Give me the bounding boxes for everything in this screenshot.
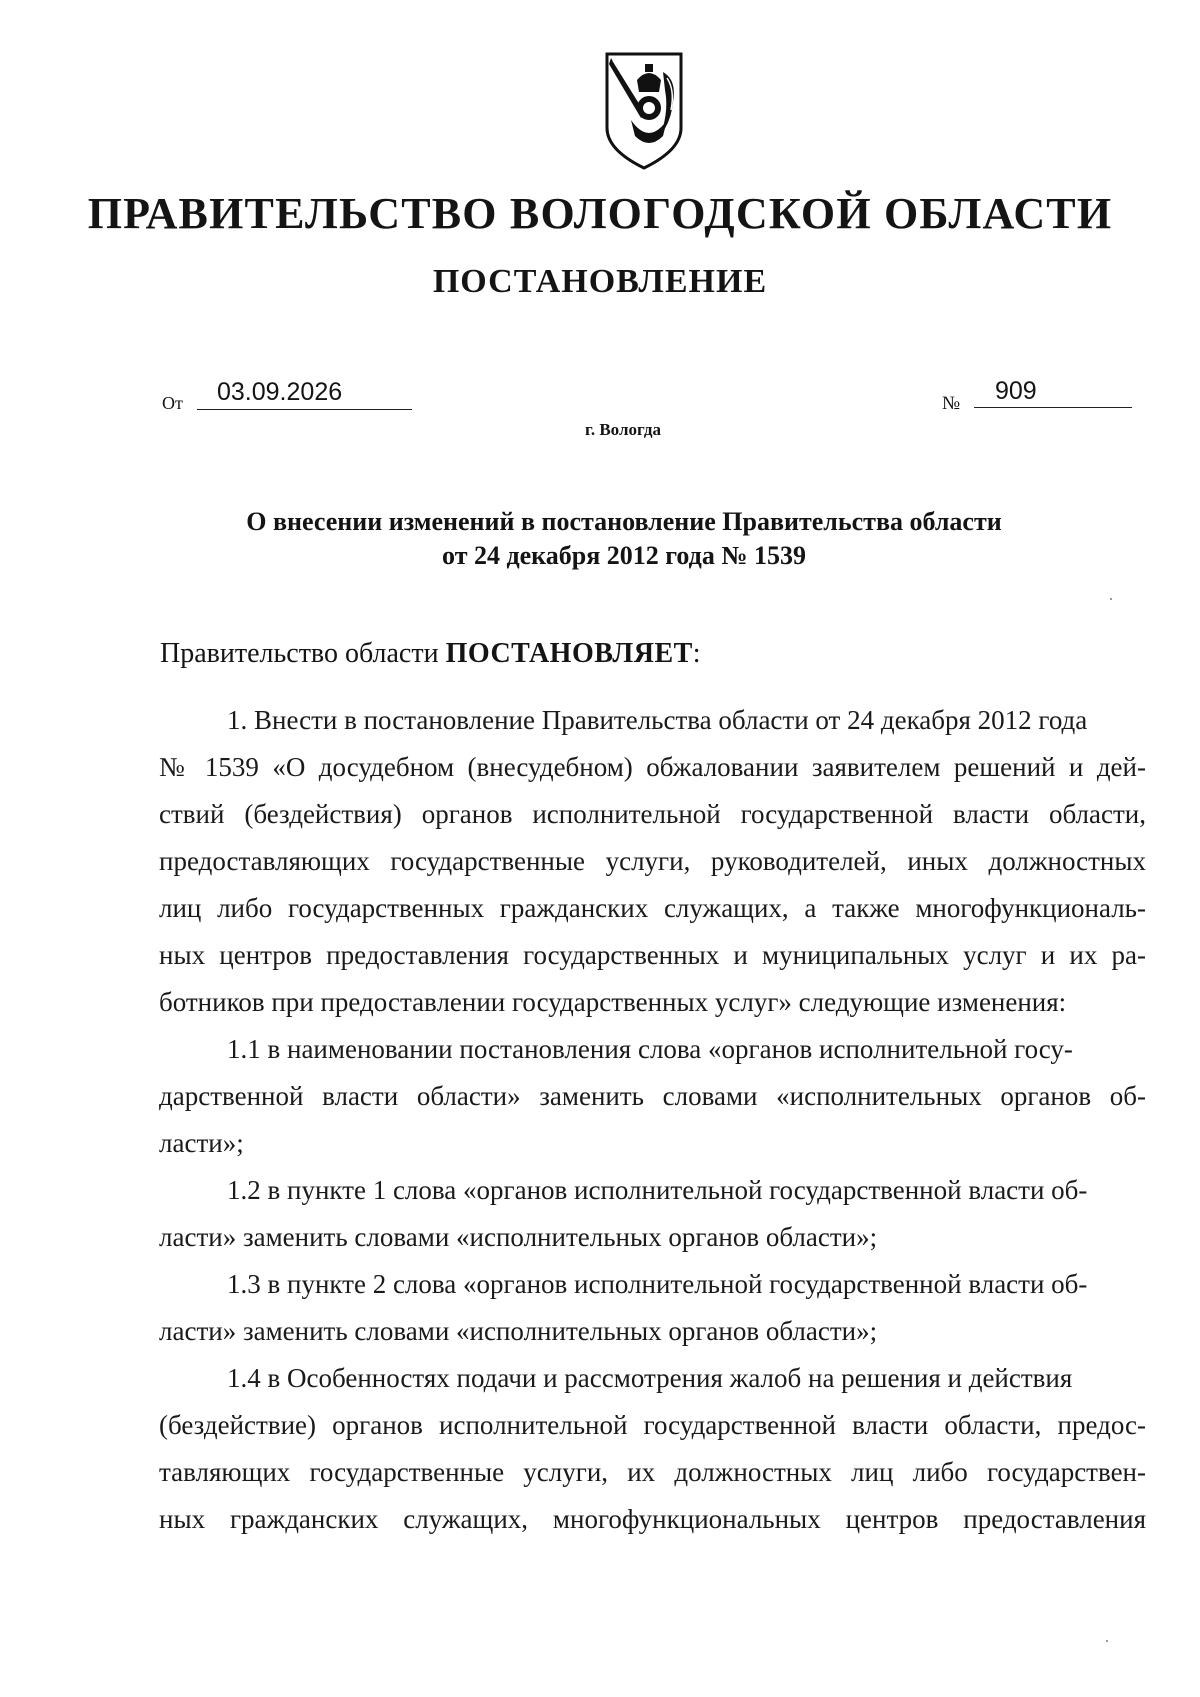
body-line: ных гражданских служащих, многофункциональных центров предоставления [159,1504,1146,1534]
government-title: ПРАВИТЕЛЬСТВО ВОЛОГОДСКОЙ ОБЛАСТИ [87,189,1113,238]
body-line: дарственной власти области» заменить словами «исполнительных органов об- [159,1081,1146,1111]
body-line: лиц либо государственных гражданских служащих, а также многофункциональ- [159,893,1146,923]
number-prefix: № [942,393,961,414]
city-label: г. Вологда [585,420,661,439]
body-line: ласти»; [159,1128,244,1158]
body-line: № 1539 «О досудебном (внесудебном) обжаловании заявителем решений и дей- [159,752,1146,782]
scan-speck [1110,598,1112,600]
body-line: ласти» заменить словами «исполнительных органов области»; [159,1222,878,1252]
body-line: (бездействие) органов исполнительной государственной власти области, предос- [159,1410,1146,1440]
resolve-colon: : [692,638,701,669]
date-prefix: От [162,393,183,413]
body-line: тавляющих государственные услуги, их должностных лиц либо государствен- [159,1457,1146,1487]
body-line: ных центров предоставления государственных и муниципальных услуг и их ра- [159,940,1146,970]
body-line: 1.2 в пункте 1 слова «органов исполнительной государственной власти об- [227,1175,1088,1205]
number-field [942,377,1037,415]
scan-speck [1106,1640,1108,1642]
document-date: 03.09.2026 [197,375,412,410]
body-line: 1.1 в наименовании постановления слова «органов исполнительной госу- [227,1034,1073,1064]
coat-of-arms-emblem [601,50,687,170]
body-line: ботников при предоставлении государственных услуг» следующие изменения: [159,987,1067,1017]
resolve-verb: ПОСТАНОВЛЯЕТ [445,638,693,669]
subject-line: от 24 декабря 2012 года № 1539 [442,541,806,570]
body-line: 1. Внести в постановление Правительства области от 24 декабря 2012 года [227,705,1088,735]
subject-heading [0,505,1200,573]
document-number: 909 [974,375,1132,408]
body-line: ласти» заменить словами «исполнительных органов области»; [159,1316,878,1346]
body-line: предоставляющих государственные услуги, руководителей, иных должностных [159,846,1146,876]
resolve-lead: Правительство области [160,638,439,669]
body-line: 1.3 в пункте 2 слова «органов исполнительной государственной власти об- [227,1269,1088,1299]
body-line: 1.4 в Особенностях подачи и рассмотрения жалоб на решения и действия [227,1363,1073,1393]
subject-line: О внесении изменений в постановление Правительства области [246,507,1002,536]
date-field [162,378,343,414]
body-line: ствий (бездействия) органов исполнительной государственной власти области, [159,799,1146,829]
resolve-statement [160,638,701,670]
document-type-heading: ПОСТАНОВЛЕНИЕ [432,263,768,300]
